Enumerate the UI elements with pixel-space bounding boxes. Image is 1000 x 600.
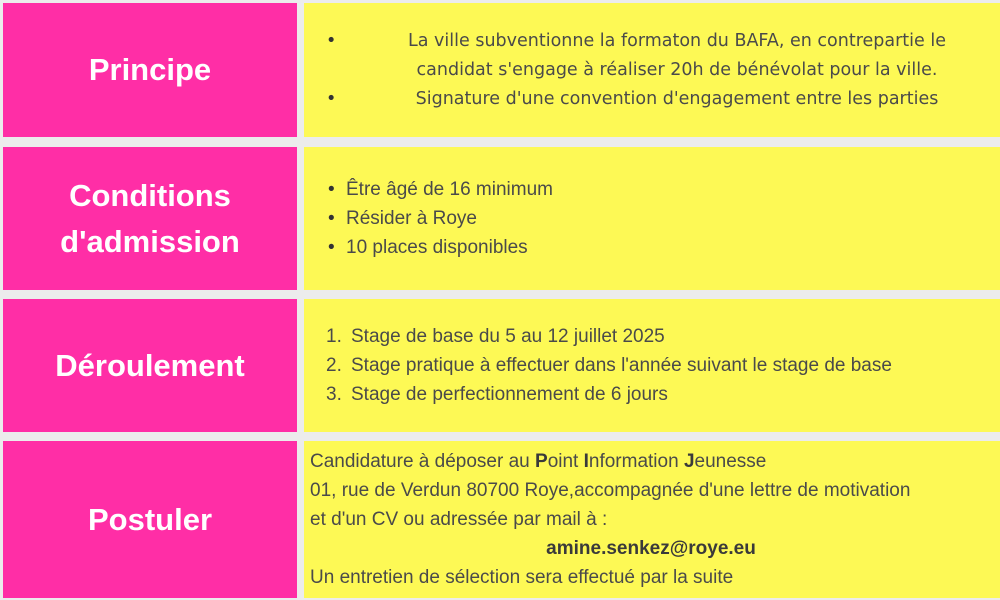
list-text: Stage de base du 5 au 12 juillet 2025 [351, 326, 665, 347]
postuler-line-2: 01, rue de Verdun 80700 Roye,accompagnée d'une lettre de motivation [310, 480, 911, 501]
conditions-label-line2: d'admission [60, 223, 240, 259]
list-number: 3. [326, 384, 342, 405]
postuler-label-cell [3, 441, 297, 598]
list-item [326, 380, 892, 409]
acronym-letter-j: J [683, 451, 695, 472]
list-item: • Signature d'une convention d'engagement entre les parties [326, 85, 982, 114]
word-information: nformation [588, 451, 684, 472]
acronym-letter-i: I [583, 451, 589, 472]
postuler-line-1 [310, 447, 992, 476]
postuler-label: Postuler [87, 501, 213, 537]
list-item: • 10 places disponibles [328, 233, 553, 262]
acronym-letter-p: P [535, 451, 548, 472]
principe-list [304, 27, 1000, 114]
deroulement-label-cell [3, 299, 297, 432]
list-number: 1. [326, 326, 342, 347]
list-text: Stage pratique à effectuer dans l'année suivant le stage de base [351, 355, 892, 376]
postuler-line-5: Un entretien de sélection sera effectué par la suite [310, 567, 734, 588]
postuler-content-cell [304, 441, 1000, 598]
list-item: • La ville subventionne la formaton du BAFA, en contrepartie le candidat s'engage à réaliser 20h de bénévolat pour la ville. [326, 27, 982, 85]
conditions-label-cell [3, 147, 297, 290]
postuler-text [304, 447, 1000, 592]
list-item: • Être âgé de 16 minimum [328, 175, 553, 204]
list-item: • Résider à Roye [328, 204, 553, 233]
list-item [326, 322, 892, 351]
postuler-line-1-text: Candidature à déposer au [310, 451, 535, 472]
deroulement-content-cell [304, 299, 1000, 432]
conditions-label-line1: Conditions [69, 177, 231, 213]
list-text: Stage de perfectionnement de 6 jours [351, 384, 668, 405]
conditions-list [304, 175, 553, 262]
word-jeunesse: eunesse [694, 451, 767, 472]
conditions-label [60, 173, 240, 265]
conditions-content-cell [304, 147, 1000, 290]
list-number: 2. [326, 355, 342, 376]
deroulement-label: Déroulement [55, 347, 245, 383]
principe-label-cell [3, 3, 297, 137]
principe-label: Principe [88, 52, 212, 87]
list-item [326, 351, 892, 380]
contact-email-link[interactable]: amine.senkez@roye.eu [546, 538, 756, 559]
postuler-line-3: et d'un CV ou adressée par mail à : [310, 509, 608, 530]
word-point: oint [547, 451, 584, 472]
deroulement-list [304, 322, 892, 409]
principe-content-cell [304, 3, 1000, 137]
